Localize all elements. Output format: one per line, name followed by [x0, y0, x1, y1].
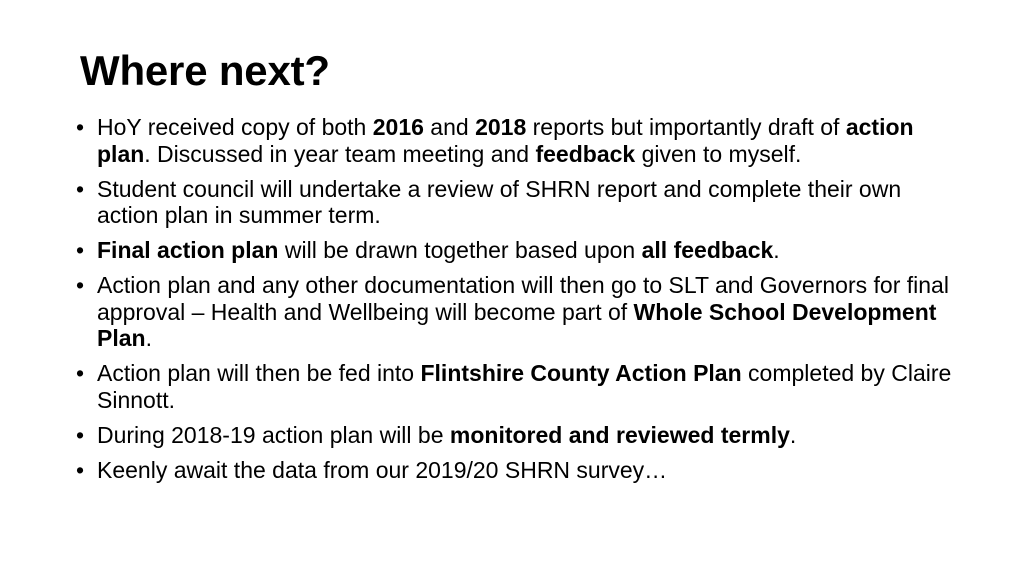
- text-segment: will be drawn together based upon: [278, 237, 642, 263]
- bullet-text: [97, 360, 951, 413]
- bullet-item: [76, 457, 956, 484]
- bullet-dot: •: [76, 421, 85, 448]
- bullet-item: [76, 422, 956, 449]
- text-segment: HoY received copy of both: [97, 114, 373, 140]
- text-segment: Student council will undertake a review of SHRN report and complete their own action plan in summer term.: [97, 175, 902, 228]
- bold-text-segment: action plan: [97, 114, 914, 167]
- bullet-text: [97, 114, 914, 167]
- text-segment: .: [145, 325, 152, 351]
- text-segment: .: [789, 421, 797, 448]
- bold-text-segment: monitored and reviewed termly: [449, 421, 790, 448]
- bullet-dot: •: [76, 175, 85, 202]
- bullet-text: [97, 272, 949, 351]
- bullet-text: [97, 457, 667, 483]
- bullet-text: [97, 176, 901, 229]
- bullet-dot: •: [76, 114, 85, 140]
- bullet-dot: •: [76, 272, 85, 298]
- bullet-item: [76, 237, 956, 264]
- text-segment: given to myself.: [635, 140, 802, 167]
- text-segment: During 2018-19 action plan will be: [97, 421, 450, 448]
- text-segment: Action plan will then be fed into: [97, 360, 421, 386]
- text-segment: reports but importantly draft of: [526, 114, 846, 140]
- text-segment: .: [773, 237, 780, 263]
- bold-text-segment: 2018: [475, 114, 527, 140]
- slide-title: Where next?: [80, 47, 330, 94]
- text-segment: and: [423, 114, 476, 140]
- bullet-text: [97, 237, 780, 263]
- bold-text-segment: 2016: [372, 114, 424, 140]
- bullet-text: [97, 422, 796, 448]
- bullet-item: [76, 360, 956, 413]
- bold-text-segment: feedback: [535, 140, 636, 167]
- text-segment: Keenly await the data from our 2019/20 SHRN survey…: [97, 456, 668, 483]
- bold-text-segment: Final action plan: [97, 237, 279, 263]
- text-segment: . Discussed in year team meeting and: [144, 140, 536, 167]
- bullet-dot: •: [76, 456, 85, 483]
- text-segment: Action plan and any other documentation will then go to SLT and Governors for final approval – Health and Wellbeing will become part of: [97, 272, 949, 325]
- bullet-item: [76, 114, 956, 167]
- bullet-list: [76, 114, 956, 492]
- text-segment: completed by Claire Sinnott.: [97, 360, 952, 413]
- bullet-dot: •: [76, 360, 85, 386]
- bullet-dot: •: [76, 237, 85, 263]
- bullet-item: [76, 176, 956, 229]
- bold-text-segment: all feedback: [641, 237, 774, 263]
- bold-text-segment: Flintshire County Action Plan: [420, 360, 742, 386]
- bullet-item: [76, 272, 956, 352]
- bold-text-segment: Whole School Development Plan: [97, 298, 937, 351]
